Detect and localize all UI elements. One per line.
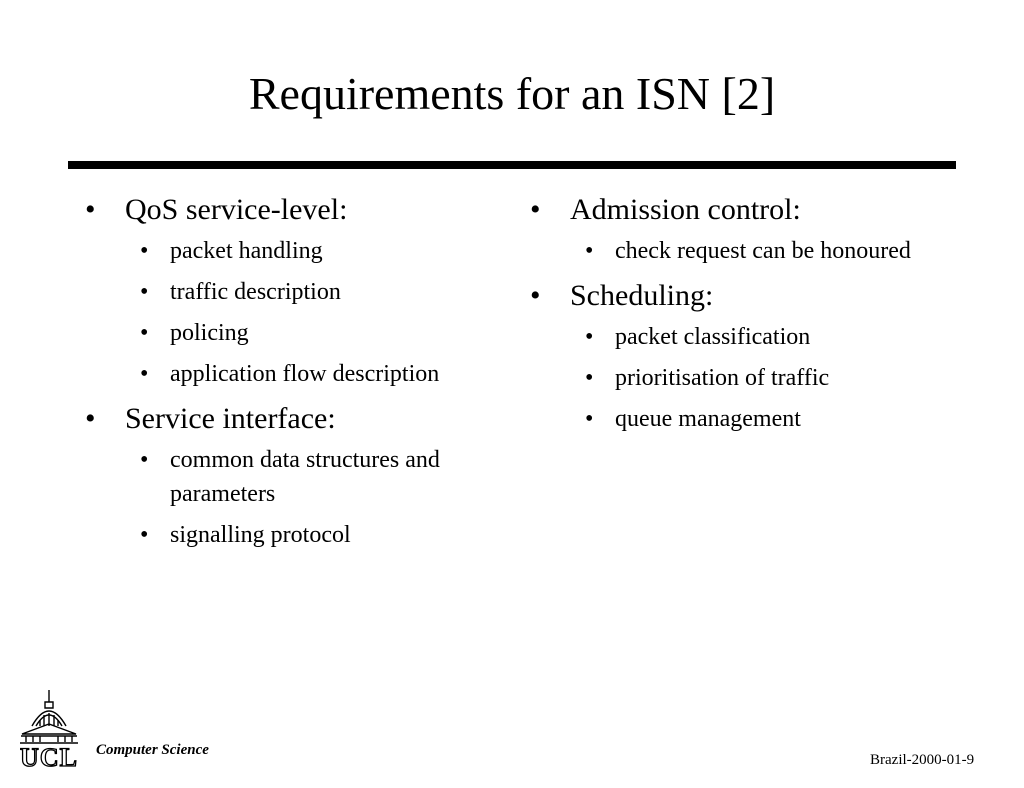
bullet-label: Service interface: — [125, 402, 336, 435]
bullet-icon: • — [585, 406, 594, 432]
sub-bullet-label: prioritisation of traffic — [615, 365, 830, 391]
sub-bullet — [82, 443, 512, 511]
ucl-logo-icon — [18, 688, 88, 770]
bullet-label: Admission control: — [570, 193, 801, 226]
sub-list — [527, 320, 957, 436]
sub-list — [527, 234, 957, 268]
sub-bullet — [527, 361, 957, 395]
bullet-icon: • — [585, 365, 594, 391]
sub-bullet-label: application flow description — [170, 361, 440, 387]
bullet-service-interface — [82, 399, 512, 439]
sub-bullet-label: check request can be honoured — [615, 238, 911, 264]
bullet-qos-service-level — [82, 190, 512, 230]
left-column — [82, 190, 512, 560]
sub-bullet — [82, 518, 512, 552]
slide-title: Requirements for an ISN [2] — [248, 68, 776, 119]
sub-list — [82, 443, 512, 552]
bullet-icon: • — [585, 324, 594, 350]
sub-bullet — [82, 275, 512, 309]
bullet-icon: • — [140, 238, 149, 264]
bullet-label: QoS service-level: — [125, 193, 348, 226]
sub-bullet — [82, 316, 512, 350]
department-label: Computer Science — [96, 742, 209, 758]
bullet-icon: • — [140, 279, 149, 305]
sub-bullet — [527, 402, 957, 436]
bullet-label: Scheduling: — [570, 279, 714, 312]
bullet-scheduling — [527, 276, 957, 316]
sub-bullet-label: common data structures and parameters — [170, 447, 440, 507]
bullet-icon: • — [585, 238, 594, 264]
sub-bullet — [527, 320, 957, 354]
sub-bullet — [82, 357, 512, 391]
sub-bullet-label: packet classification — [615, 324, 811, 350]
sub-bullet-label: queue management — [615, 406, 801, 432]
bullet-icon: • — [140, 361, 149, 387]
bullet-icon: • — [140, 522, 149, 548]
bullet-icon: • — [85, 402, 96, 435]
bullet-icon: • — [140, 320, 149, 346]
sub-bullet-label: signalling protocol — [170, 522, 351, 548]
sub-bullet — [527, 234, 957, 268]
slide-id: Brazil-2000-01-9 — [870, 752, 975, 768]
right-column — [527, 190, 957, 444]
sub-bullet-label: traffic description — [170, 279, 341, 305]
sub-bullet-label: policing — [170, 320, 249, 346]
bullet-icon: • — [530, 279, 541, 312]
bullet-icon: • — [530, 193, 541, 226]
bullet-icon: • — [140, 447, 149, 473]
sub-list — [82, 234, 512, 391]
sub-bullet — [82, 234, 512, 268]
ucl-logo-text: UCL — [20, 743, 78, 770]
bullet-admission-control — [527, 190, 957, 230]
sub-bullet-label: packet handling — [170, 238, 323, 264]
bullet-icon: • — [85, 193, 96, 226]
title-rule — [68, 161, 956, 169]
